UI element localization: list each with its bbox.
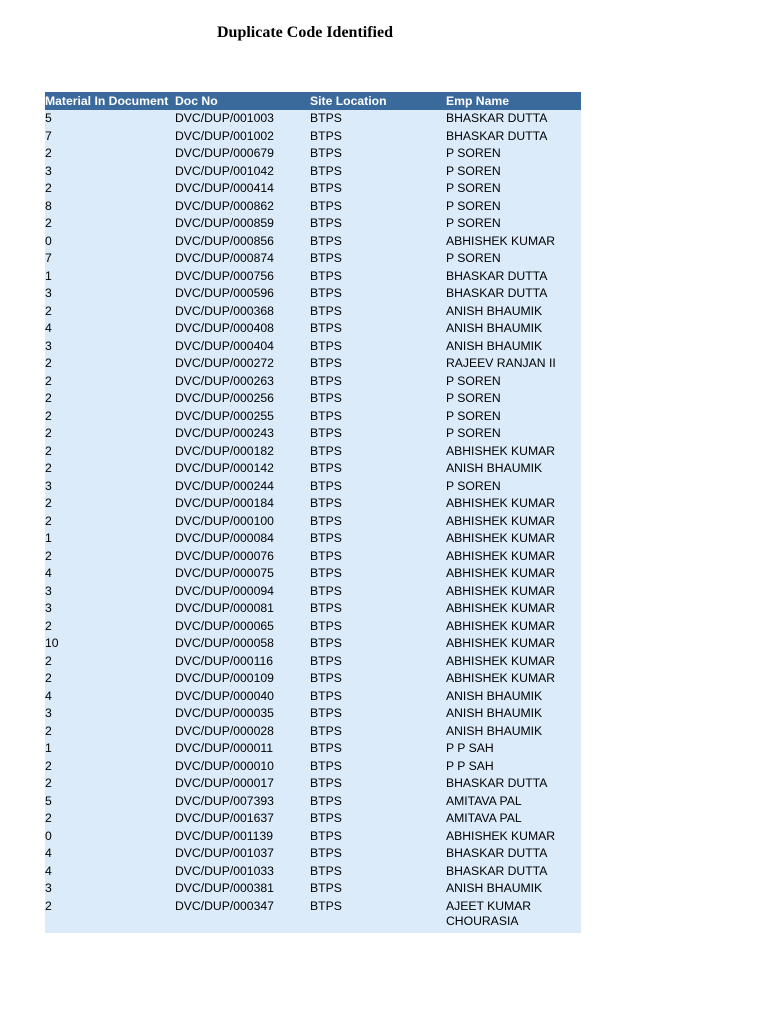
doc-no-cell: DVC/DUP/000184 — [175, 495, 310, 513]
table-row — [45, 110, 581, 128]
site-location-cell: BTPS — [310, 775, 446, 793]
doc-no-cell: DVC/DUP/001002 — [175, 128, 310, 146]
doc-no-cell: DVC/DUP/000862 — [175, 198, 310, 216]
material-count-cell: 3 — [45, 705, 175, 723]
material-count-cell: 2 — [45, 303, 175, 321]
table-row — [45, 548, 581, 566]
table-header-row — [45, 92, 581, 110]
material-count-cell: 2 — [45, 408, 175, 426]
doc-no-cell: DVC/DUP/000408 — [175, 320, 310, 338]
emp-name-cell: ANISH BHAUMIK — [446, 338, 581, 356]
header-emp-name: Emp Name — [446, 92, 581, 110]
material-count-cell: 4 — [45, 688, 175, 706]
emp-name-cell: ANISH BHAUMIK — [446, 688, 581, 706]
material-count-cell: 2 — [45, 180, 175, 198]
duplicate-code-table — [45, 92, 581, 933]
material-count-cell: 2 — [45, 495, 175, 513]
doc-no-cell: DVC/DUP/001637 — [175, 810, 310, 828]
doc-no-cell: DVC/DUP/000596 — [175, 285, 310, 303]
site-location-cell: BTPS — [310, 583, 446, 601]
doc-no-cell: DVC/DUP/000414 — [175, 180, 310, 198]
material-count-cell: 2 — [45, 775, 175, 793]
doc-no-cell: DVC/DUP/000256 — [175, 390, 310, 408]
page-title: Duplicate Code Identified — [217, 24, 393, 41]
table-row — [45, 723, 581, 741]
doc-no-cell: DVC/DUP/000347 — [175, 898, 310, 933]
site-location-cell: BTPS — [310, 863, 446, 881]
site-location-cell: BTPS — [310, 600, 446, 618]
emp-name-cell: BHASKAR DUTTA — [446, 285, 581, 303]
site-location-cell: BTPS — [310, 128, 446, 146]
material-count-cell: 2 — [45, 723, 175, 741]
site-location-cell: BTPS — [310, 285, 446, 303]
material-count-cell: 2 — [45, 390, 175, 408]
site-location-cell: BTPS — [310, 793, 446, 811]
table-row — [45, 408, 581, 426]
emp-name-cell: AMITAVA PAL — [446, 810, 581, 828]
doc-no-cell: DVC/DUP/000081 — [175, 600, 310, 618]
doc-no-cell: DVC/DUP/000011 — [175, 740, 310, 758]
site-location-cell: BTPS — [310, 898, 446, 933]
emp-name-cell: ABHISHEK KUMAR — [446, 565, 581, 583]
emp-name-cell: ABHISHEK KUMAR — [446, 530, 581, 548]
material-count-cell: 2 — [45, 618, 175, 636]
material-count-cell: 2 — [45, 758, 175, 776]
doc-no-cell: DVC/DUP/001003 — [175, 110, 310, 128]
emp-name-cell: ABHISHEK KUMAR — [446, 670, 581, 688]
doc-no-cell: DVC/DUP/000874 — [175, 250, 310, 268]
emp-name-cell: ABHISHEK KUMAR — [446, 583, 581, 601]
emp-name-cell: BHASKAR DUTTA — [446, 863, 581, 881]
table-row — [45, 618, 581, 636]
doc-no-cell: DVC/DUP/001033 — [175, 863, 310, 881]
emp-name-cell: ABHISHEK KUMAR — [446, 600, 581, 618]
table-row — [45, 390, 581, 408]
material-count-cell: 1 — [45, 268, 175, 286]
site-location-cell: BTPS — [310, 250, 446, 268]
doc-no-cell: DVC/DUP/000084 — [175, 530, 310, 548]
site-location-cell: BTPS — [310, 303, 446, 321]
doc-no-cell: DVC/DUP/000856 — [175, 233, 310, 251]
material-count-cell: 2 — [45, 653, 175, 671]
emp-name-cell: P SOREN — [446, 373, 581, 391]
site-location-cell: BTPS — [310, 233, 446, 251]
site-location-cell: BTPS — [310, 740, 446, 758]
emp-name-cell: BHASKAR DUTTA — [446, 268, 581, 286]
emp-name-cell: P SOREN — [446, 198, 581, 216]
site-location-cell: BTPS — [310, 145, 446, 163]
material-count-cell: 2 — [45, 513, 175, 531]
table-row — [45, 285, 581, 303]
material-count-cell: 4 — [45, 845, 175, 863]
table-row — [45, 705, 581, 723]
emp-name-cell: P P SAH — [446, 758, 581, 776]
site-location-cell: BTPS — [310, 198, 446, 216]
table-row — [45, 845, 581, 863]
material-count-cell: 7 — [45, 128, 175, 146]
emp-name-cell: ABHISHEK KUMAR — [446, 653, 581, 671]
doc-no-cell: DVC/DUP/000679 — [175, 145, 310, 163]
table-body — [45, 110, 581, 933]
material-count-cell: 2 — [45, 355, 175, 373]
site-location-cell: BTPS — [310, 180, 446, 198]
doc-no-cell: DVC/DUP/000065 — [175, 618, 310, 636]
material-count-cell: 3 — [45, 478, 175, 496]
table-row — [45, 635, 581, 653]
material-count-cell: 2 — [45, 145, 175, 163]
site-location-cell: BTPS — [310, 845, 446, 863]
doc-no-cell: DVC/DUP/000100 — [175, 513, 310, 531]
doc-no-cell: DVC/DUP/000404 — [175, 338, 310, 356]
material-count-cell: 3 — [45, 600, 175, 618]
emp-name-cell: P SOREN — [446, 250, 581, 268]
material-count-cell: 2 — [45, 810, 175, 828]
material-count-cell: 3 — [45, 163, 175, 181]
table-row — [45, 898, 581, 933]
table-row — [45, 793, 581, 811]
table-row — [45, 880, 581, 898]
emp-name-cell: BHASKAR DUTTA — [446, 128, 581, 146]
table-row — [45, 530, 581, 548]
table-row — [45, 215, 581, 233]
table-row — [45, 478, 581, 496]
doc-no-cell: DVC/DUP/000381 — [175, 880, 310, 898]
doc-no-cell: DVC/DUP/000017 — [175, 775, 310, 793]
table-row — [45, 740, 581, 758]
table-row — [45, 460, 581, 478]
emp-name-cell: ABHISHEK KUMAR — [446, 548, 581, 566]
site-location-cell: BTPS — [310, 460, 446, 478]
doc-no-cell: DVC/DUP/001037 — [175, 845, 310, 863]
header-doc-no: Doc No — [175, 92, 310, 110]
doc-no-cell: DVC/DUP/000182 — [175, 443, 310, 461]
table-row — [45, 268, 581, 286]
material-count-cell: 4 — [45, 863, 175, 881]
emp-name-cell: P SOREN — [446, 145, 581, 163]
doc-no-cell: DVC/DUP/000142 — [175, 460, 310, 478]
site-location-cell: BTPS — [310, 408, 446, 426]
table-row — [45, 128, 581, 146]
site-location-cell: BTPS — [310, 635, 446, 653]
table-row — [45, 373, 581, 391]
material-count-cell: 1 — [45, 740, 175, 758]
table-row — [45, 355, 581, 373]
doc-no-cell: DVC/DUP/000094 — [175, 583, 310, 601]
material-count-cell: 2 — [45, 215, 175, 233]
doc-no-cell: DVC/DUP/000756 — [175, 268, 310, 286]
emp-name-cell: ABHISHEK KUMAR — [446, 635, 581, 653]
doc-no-cell: DVC/DUP/000035 — [175, 705, 310, 723]
material-count-cell: 4 — [45, 565, 175, 583]
site-location-cell: BTPS — [310, 670, 446, 688]
emp-name-cell: ABHISHEK KUMAR — [446, 618, 581, 636]
emp-name-cell: P P SAH — [446, 740, 581, 758]
emp-name-cell: P SOREN — [446, 408, 581, 426]
material-count-cell: 3 — [45, 285, 175, 303]
emp-name-cell: P SOREN — [446, 163, 581, 181]
table-row — [45, 653, 581, 671]
site-location-cell: BTPS — [310, 163, 446, 181]
emp-name-cell: P SOREN — [446, 425, 581, 443]
site-location-cell: BTPS — [310, 705, 446, 723]
emp-name-cell: ANISH BHAUMIK — [446, 705, 581, 723]
material-count-cell: 10 — [45, 635, 175, 653]
doc-no-cell: DVC/DUP/000058 — [175, 635, 310, 653]
site-location-cell: BTPS — [310, 530, 446, 548]
site-location-cell: BTPS — [310, 495, 446, 513]
emp-name-cell: ANISH BHAUMIK — [446, 460, 581, 478]
site-location-cell: BTPS — [310, 320, 446, 338]
site-location-cell: BTPS — [310, 513, 446, 531]
table-row — [45, 250, 581, 268]
doc-no-cell: DVC/DUP/000255 — [175, 408, 310, 426]
header-material-in-document: Material In Document — [45, 92, 175, 110]
table-row — [45, 303, 581, 321]
emp-name-cell: BHASKAR DUTTA — [446, 845, 581, 863]
doc-no-cell: DVC/DUP/000859 — [175, 215, 310, 233]
doc-no-cell: DVC/DUP/000116 — [175, 653, 310, 671]
emp-name-cell: P SOREN — [446, 478, 581, 496]
site-location-cell: BTPS — [310, 880, 446, 898]
table-row — [45, 565, 581, 583]
site-location-cell: BTPS — [310, 758, 446, 776]
table-row — [45, 810, 581, 828]
emp-name-cell: AJEET KUMAR CHOURASIA — [446, 898, 581, 933]
site-location-cell: BTPS — [310, 810, 446, 828]
emp-name-cell: P SOREN — [446, 215, 581, 233]
doc-no-cell: DVC/DUP/000368 — [175, 303, 310, 321]
doc-no-cell: DVC/DUP/000076 — [175, 548, 310, 566]
material-count-cell: 2 — [45, 373, 175, 391]
doc-no-cell: DVC/DUP/000263 — [175, 373, 310, 391]
material-count-cell: 4 — [45, 320, 175, 338]
emp-name-cell: ABHISHEK KUMAR — [446, 513, 581, 531]
site-location-cell: BTPS — [310, 688, 446, 706]
site-location-cell: BTPS — [310, 548, 446, 566]
material-count-cell: 7 — [45, 250, 175, 268]
emp-name-cell: ANISH BHAUMIK — [446, 303, 581, 321]
site-location-cell: BTPS — [310, 110, 446, 128]
emp-name-cell: ABHISHEK KUMAR — [446, 443, 581, 461]
material-count-cell: 2 — [45, 670, 175, 688]
site-location-cell: BTPS — [310, 355, 446, 373]
emp-name-cell: ANISH BHAUMIK — [446, 723, 581, 741]
table-row — [45, 145, 581, 163]
table-row — [45, 600, 581, 618]
table-row — [45, 320, 581, 338]
material-count-cell: 2 — [45, 443, 175, 461]
emp-name-cell: ABHISHEK KUMAR — [446, 233, 581, 251]
material-count-cell: 0 — [45, 233, 175, 251]
emp-name-cell: AMITAVA PAL — [446, 793, 581, 811]
doc-no-cell: DVC/DUP/007393 — [175, 793, 310, 811]
material-count-cell: 8 — [45, 198, 175, 216]
site-location-cell: BTPS — [310, 653, 446, 671]
doc-no-cell: DVC/DUP/000244 — [175, 478, 310, 496]
site-location-cell: BTPS — [310, 723, 446, 741]
doc-no-cell: DVC/DUP/000040 — [175, 688, 310, 706]
material-count-cell: 3 — [45, 338, 175, 356]
table-row — [45, 775, 581, 793]
doc-no-cell: DVC/DUP/000010 — [175, 758, 310, 776]
emp-name-cell: BHASKAR DUTTA — [446, 110, 581, 128]
material-count-cell: 2 — [45, 425, 175, 443]
site-location-cell: BTPS — [310, 390, 446, 408]
material-count-cell: 1 — [45, 530, 175, 548]
table-row — [45, 180, 581, 198]
material-count-cell: 3 — [45, 583, 175, 601]
site-location-cell: BTPS — [310, 828, 446, 846]
emp-name-cell: ABHISHEK KUMAR — [446, 495, 581, 513]
doc-no-cell: DVC/DUP/001042 — [175, 163, 310, 181]
material-count-cell: 5 — [45, 110, 175, 128]
site-location-cell: BTPS — [310, 478, 446, 496]
doc-no-cell: DVC/DUP/001139 — [175, 828, 310, 846]
emp-name-cell: P SOREN — [446, 180, 581, 198]
site-location-cell: BTPS — [310, 373, 446, 391]
emp-name-cell: BHASKAR DUTTA — [446, 775, 581, 793]
table-row — [45, 828, 581, 846]
table-row — [45, 443, 581, 461]
site-location-cell: BTPS — [310, 425, 446, 443]
material-count-cell: 5 — [45, 793, 175, 811]
table-row — [45, 425, 581, 443]
table-row — [45, 495, 581, 513]
emp-name-cell: P SOREN — [446, 390, 581, 408]
doc-no-cell: DVC/DUP/000272 — [175, 355, 310, 373]
doc-no-cell: DVC/DUP/000028 — [175, 723, 310, 741]
table-row — [45, 758, 581, 776]
site-location-cell: BTPS — [310, 215, 446, 233]
material-count-cell: 0 — [45, 828, 175, 846]
table-row — [45, 583, 581, 601]
table-row — [45, 163, 581, 181]
table-row — [45, 198, 581, 216]
table-row — [45, 233, 581, 251]
emp-name-cell: RAJEEV RANJAN II — [446, 355, 581, 373]
site-location-cell: BTPS — [310, 268, 446, 286]
site-location-cell: BTPS — [310, 565, 446, 583]
emp-name-cell: ANISH BHAUMIK — [446, 880, 581, 898]
material-count-cell: 3 — [45, 880, 175, 898]
site-location-cell: BTPS — [310, 618, 446, 636]
doc-no-cell: DVC/DUP/000075 — [175, 565, 310, 583]
table-row — [45, 863, 581, 881]
header-site-location: Site Location — [310, 92, 446, 110]
table-row — [45, 688, 581, 706]
site-location-cell: BTPS — [310, 338, 446, 356]
emp-name-cell: ABHISHEK KUMAR — [446, 828, 581, 846]
emp-name-cell: ANISH BHAUMIK — [446, 320, 581, 338]
material-count-cell: 2 — [45, 548, 175, 566]
table-row — [45, 338, 581, 356]
doc-no-cell: DVC/DUP/000109 — [175, 670, 310, 688]
table-row — [45, 513, 581, 531]
material-count-cell: 2 — [45, 898, 175, 933]
doc-no-cell: DVC/DUP/000243 — [175, 425, 310, 443]
material-count-cell: 2 — [45, 460, 175, 478]
site-location-cell: BTPS — [310, 443, 446, 461]
table-row — [45, 670, 581, 688]
